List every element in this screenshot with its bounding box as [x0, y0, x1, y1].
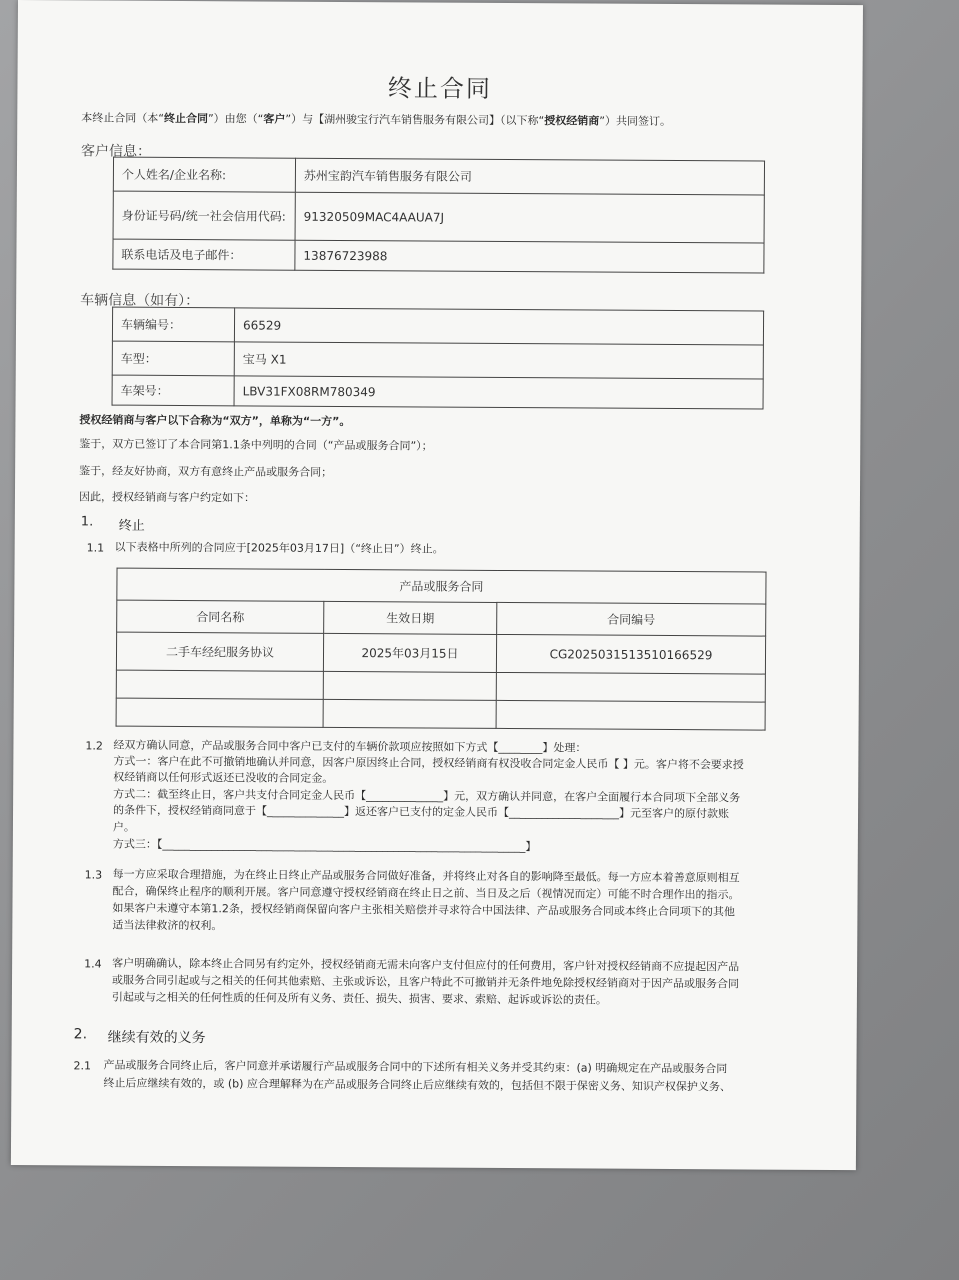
intro-text-3: ”）与【湖州骏宝行汽车销售服务有限公司】（以下称“: [285, 112, 545, 128]
clause-2-1-line-2: 终止后应继续有效的，或 (b) 应合理解释为在产品或服务合同终止后应继续有效的，包括但不限于保密义务、知识产权保护义务、: [103, 1076, 731, 1094]
contract-table-caption: 产品或服务合同: [117, 568, 766, 604]
table-cell: 二手车经纪服务协议: [116, 632, 323, 671]
table-row: [116, 632, 765, 674]
table-row: [113, 191, 764, 243]
clause-1-3-line-1: 每一方应采取合理措施，为在终止日终止产品或服务合同做好准备，并将终止对各自的影响降至最低。每一方应本着善意原则相互: [112, 867, 740, 885]
label-cell: 车架号：: [112, 375, 234, 406]
table-row: [117, 568, 766, 604]
value-cell: 苏州宝韵汽车销售服务有限公司: [295, 158, 764, 195]
header-cell: 合同编号: [497, 602, 766, 636]
clause-1-1-text: 以下表格中所列的合同应于[2025年03月17日]（“终止日”）终止。: [114, 540, 444, 556]
clause-1-3-line-2: 配合，确保终止程序的顺利开展。客户同意遵守授权经销商在终止日之前、当日及之后（视情况而定）可能不时合理作出的指示。: [112, 884, 740, 902]
clause-1-4-line-1: 客户明确确认，除本终止合同另有约定外，授权经销商无需未向客户支付但应付的任何费用，客户针对授权经销商不应提起因产品: [112, 956, 740, 974]
table-cell: 2025年03月15日: [323, 633, 496, 672]
header-cell: 生效日期: [324, 601, 497, 634]
table-row: [113, 239, 764, 273]
label-cell: 车辆编号：: [112, 307, 234, 342]
clause-1-4-number: 1.4: [84, 957, 102, 971]
recital-2: 鉴于，双方已签订了本合同第1.1条中列明的合同（“产品或服务合同”）；: [79, 437, 433, 453]
intro-paragraph: [81, 110, 671, 129]
clause-1-2-line-4: 方式二：截至终止日，客户共支付合同定金人民币【______________】元，双方确认并同意，在客户全面履行本合同项下全部义务: [113, 787, 741, 805]
clause-1-2-line-1: 经双方确认同意，产品或服务合同中客户已支付的车辆价款项应按照如下方式【________】处理：: [113, 738, 587, 755]
table-row: [117, 600, 766, 636]
header-cell: 合同名称: [117, 600, 324, 633]
contract-table: [116, 568, 767, 731]
clause-1-2-line-7: 方式三：【__________________________________________________________________】: [112, 837, 537, 854]
recital-3: 鉴于，经友好协商，双方有意终止产品或服务合同；: [79, 464, 333, 479]
document-page: [11, 0, 863, 1170]
intro-text-4: ”）共同签订。: [599, 114, 672, 128]
clause-1-4-line-3: 引起或与之相关的任何性质的任何及所有义务、责任、损失、损害、要求、索赔、起诉或诉讼的责任。: [111, 990, 607, 1007]
customer-section-title: 客户信息：: [81, 143, 152, 160]
recital-4: 因此，授权经销商与客户约定如下：: [78, 490, 256, 505]
value-cell: 13876723988: [295, 240, 764, 273]
section-1-number: 1.: [80, 514, 94, 530]
intro-text-1: 本终止合同（本“: [81, 111, 165, 125]
table-row: [112, 307, 763, 345]
value-cell: LBV31FX08RM780349: [234, 376, 763, 409]
intro-bold-2: 客户: [263, 112, 286, 126]
label-cell: 车型：: [112, 341, 234, 376]
intro-bold-3: 授权经销商: [544, 114, 600, 128]
clause-2-1-line-1: 产品或服务合同终止后，客户同意并承诺履行产品或服务合同中的下述所有相关义务并受其约束：(a) 明确规定在产品或服务合同: [103, 1058, 728, 1076]
clause-1-2-line-3: 权经销商以任何形式返还已没收的合同定金。: [113, 770, 334, 785]
value-cell: 66529: [234, 308, 763, 345]
section-2-title: 继续有效的义务: [107, 1029, 206, 1047]
table-row: [116, 670, 765, 702]
clause-1-2-line-6: 户。: [112, 820, 135, 834]
label-cell: 个人姓名/企业名称:: [113, 157, 295, 192]
table-row: [112, 341, 763, 379]
intro-bold-1: 终止合同: [163, 111, 209, 126]
table-row: [116, 698, 765, 730]
clause-1-2-line-5: 的条件下，授权经销商同意于【______________】返还客户已支付的定金人民币【____________________】元至客户的原付款账: [113, 803, 730, 821]
section-1-title: 终止: [118, 518, 145, 534]
intro-text-2: ”）由您（“: [207, 112, 264, 126]
customer-info-table: [112, 157, 765, 274]
value-cell: 宝马 X1: [234, 342, 763, 379]
clause-1-4-line-2: 或服务合同引起或与之相关的任何其他索赔、主张或诉讼，且客户特此不可撤销并无条件地免除授权经销商对于因产品或服务合同: [111, 973, 740, 991]
clause-1-3-line-4: 适当法律救济的权利。: [112, 918, 223, 933]
clause-1-3-line-3: 如果客户未遵守本第1.2条，授权经销商保留向客户主张相关赔偿并寻求符合中国法律、产品或服务合同或本终止合同项下的其他: [112, 901, 735, 919]
vehicle-info-table: [112, 307, 765, 410]
label-cell: 身份证号码/统一社会信用代码:: [113, 191, 295, 240]
document-title: 终止合同: [387, 74, 493, 103]
clause-2-1-number: 2.1: [73, 1059, 92, 1073]
vehicle-section-title: 车辆信息（如有）：: [80, 292, 200, 310]
clause-1-2-number: 1.2: [85, 739, 103, 753]
recital-1: 授权经销商与客户以下合称为“双方”，单称为“一方”。: [79, 413, 351, 429]
value-cell: 91320509MAC4AAUA7J: [295, 192, 764, 243]
table-row: [112, 375, 763, 409]
clause-1-2-line-2: 方式一：客户在此不可撤销地确认并同意，因客户原因终止合同，授权经销商有权没收合同定金人民币【 】元。客户将不会要求授: [113, 754, 744, 772]
clause-1-3-number: 1.3: [84, 868, 103, 882]
table-cell: CG2025031513510166529: [496, 634, 765, 674]
table-row: [113, 157, 764, 195]
clause-1-1-number: 1.1: [86, 541, 105, 555]
section-2-number: 2.: [73, 1026, 88, 1043]
label-cell: 联系电话及电子邮件：: [113, 239, 295, 270]
